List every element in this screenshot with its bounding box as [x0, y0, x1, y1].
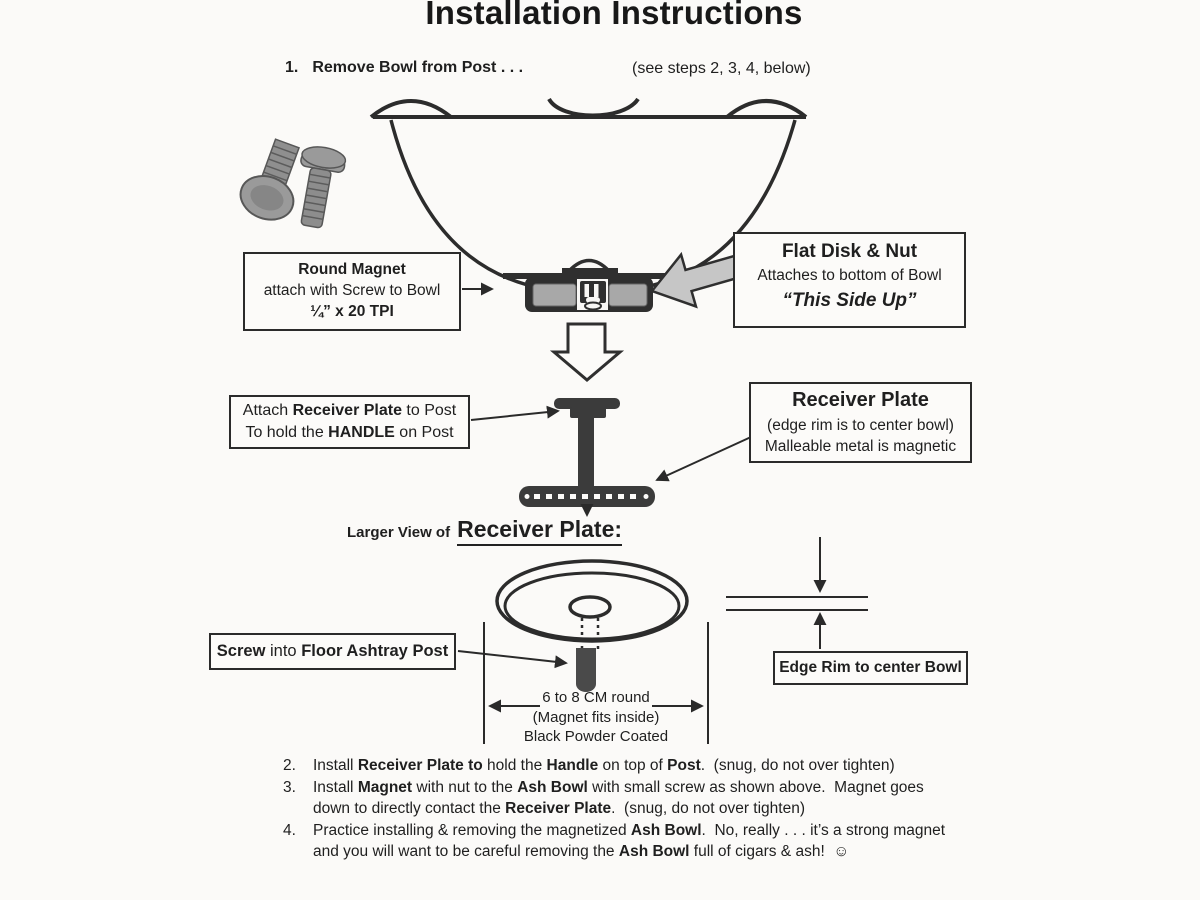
step-3-number: 3. [283, 778, 296, 796]
receiver-plate-line3: Malleable metal is magnetic [764, 438, 957, 455]
round-magnet-line2: attach with Screw to Bowl [263, 282, 441, 299]
spacer-2 [283, 841, 313, 863]
step-1-note: (see steps 2, 3, 4, below) [632, 60, 811, 77]
edge-rim-text: Edge Rim to center Bowl [779, 659, 962, 676]
handle-screw-drawing [554, 398, 620, 487]
screw-photo-left-icon [234, 134, 312, 227]
dimension-line2: (Magnet fits inside) [532, 708, 660, 726]
dimension-line1: 6 to 8 CM round [542, 689, 650, 706]
larger-view-title: Receiver Plate: [457, 516, 622, 546]
flat-disk-title: Flat Disk & Nut [781, 241, 918, 262]
screw-photo-right-icon [290, 144, 347, 230]
spacer-1 [283, 798, 313, 820]
round-magnet-line3: ¼” x 20 TPI [310, 303, 394, 320]
round-magnet-callout [243, 252, 461, 331]
attach-receiver-leader-arrow [471, 411, 558, 420]
flat-disk-line2: Attaches to bottom of Bowl [757, 267, 942, 284]
step-1-line [285, 59, 523, 77]
attach-receiver-line1: Attach Receiver Plate to Post [242, 402, 457, 419]
receiver-plate-large-view-drawing [497, 561, 687, 692]
magnet-pad-right [609, 284, 647, 306]
flat-disk-line3: “This Side Up” [782, 290, 917, 311]
center-hole [570, 597, 610, 617]
step-3-text-line1: Install Magnet with nut to the Ash Bowl with small screw as shown above. Magnet goes [313, 778, 924, 796]
nut-slot-2 [594, 284, 599, 297]
edge-rim-dimension [726, 537, 868, 649]
larger-view-prefix: Larger View of [347, 524, 451, 541]
bowl-cigar-notch-arc [549, 99, 638, 116]
post-screw-stub [576, 648, 596, 692]
receiver-plate-leader-arrow [657, 437, 751, 480]
attach-receiver-line2: To hold the HANDLE on Post [245, 424, 454, 441]
step-4-text-line1: Practice installing & removing the magnetized Ash Bowl. No, really . . . it’s a strong magnet [313, 821, 946, 839]
nut-slot-1 [585, 284, 590, 297]
bowl-left-handle-arc [371, 101, 451, 117]
numbered-steps [283, 755, 973, 863]
receiver-plate-title: Receiver Plate [792, 389, 929, 411]
attach-receiver-callout [229, 395, 470, 449]
dimension-line3: Black Powder Coated [523, 728, 669, 745]
round-magnet-title: Round Magnet [298, 261, 406, 278]
step-2-text: Install Receiver Plate to hold the Handle on top of Post. (snug, do not over tighten) [313, 757, 895, 774]
step-3-text-line2: down to directly contact the Receiver Plate. (snug, do not over tighten) [313, 800, 806, 817]
magnet-pad-left [533, 284, 576, 306]
step-1-number: 1. [285, 59, 299, 76]
step-4-number: 4. [283, 821, 296, 839]
receiver-plate-line2: (edge rim is to center bowl) [767, 417, 954, 434]
screw-post-callout [209, 633, 456, 670]
receiver-plate-side-drawing [519, 486, 655, 507]
page-title: Installation Instructions [425, 0, 803, 31]
receiver-plate-callout [749, 382, 972, 463]
flat-disk-callout [733, 232, 966, 328]
down-block-arrow-icon [554, 324, 620, 380]
larger-view-label [347, 516, 622, 546]
edge-rim-callout [773, 651, 968, 685]
dimension-note [484, 688, 708, 747]
screw-post-leader-arrow [458, 651, 566, 663]
bowl-right-handle-arc [727, 101, 806, 117]
step-4-text-line2: and you will want to be careful removing the Ash Bowl full of cigars & ash! ☺ [313, 843, 850, 860]
magnet-assembly-drawing [503, 261, 670, 313]
screw-post-text: Screw into Floor Ashtray Post [216, 642, 449, 660]
step-2-number: 2. [283, 757, 296, 774]
step-1-text: Remove Bowl from Post . . . [312, 59, 524, 76]
